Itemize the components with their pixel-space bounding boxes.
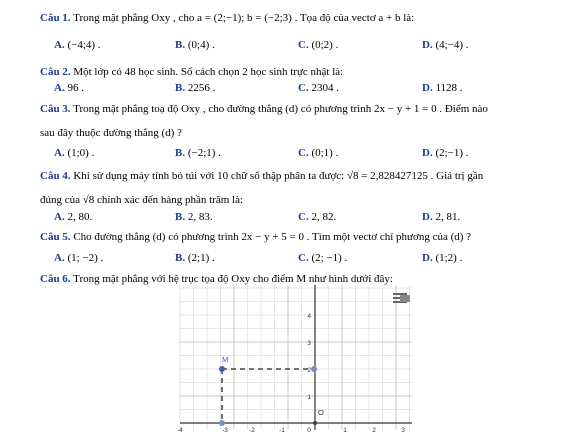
option-letter: C. (298, 147, 309, 159)
option-text: 2, 80. (67, 211, 93, 223)
option-text: (2;1) . (187, 252, 215, 264)
option-text: 2256 . (187, 82, 216, 94)
x-tick-label: 0 (307, 427, 311, 434)
option-text: 2, 83. (187, 211, 213, 223)
option-text: 2, 81. (435, 211, 461, 223)
question-4-label: Câu 4. (40, 170, 71, 182)
question-4-text-line1: Khi sử dụng máy tính bỏ túi với 10 chữ số thập phân ta được: √8 = 2,828427125 . Giá trị gần (73, 170, 484, 182)
option-text: (2; −1) . (311, 252, 348, 264)
question-3-text-line1: Trong mặt phẳng toạ độ Oxy , cho đường thẳng (d) có phương trình 2x − y + 1 = 0 . Điểm nào (73, 103, 488, 115)
option-letter: A. (54, 82, 65, 94)
option-letter: D. (422, 147, 433, 159)
option-letter: D. (422, 82, 433, 94)
option-text: (2;−1) . (435, 147, 469, 159)
question-2-label: Câu 2. (40, 66, 71, 78)
question-4-text-line2: đúng của √8 chính xác đến hàng phần trăm là: (40, 194, 244, 206)
origin-point (313, 421, 317, 425)
x-tick-label: -4 (177, 427, 183, 434)
question-5-text: Cho đường thẳng (d) có phương trình 2x − y + 5 = 0 . Tìm một vectơ chỉ phương của (d) ? (73, 231, 472, 243)
option-letter: D. (422, 39, 433, 51)
option-letter: C. (298, 39, 309, 51)
question-3-text-line2: sau đây thuộc đường thẳng (d) ? (40, 127, 182, 139)
point-m[interactable] (219, 366, 225, 372)
question-3-label: Câu 3. (40, 103, 71, 115)
x-tick-label: 1 (343, 427, 347, 434)
question-1-label: Câu 1. (40, 12, 71, 24)
option-text: (0;1) . (311, 147, 339, 159)
point-x-projection[interactable] (219, 420, 225, 426)
option-text: 1128 . (435, 82, 463, 94)
y-tick-label: 2 (307, 367, 311, 374)
question-6-text: Trong mặt phẳng với hệ trục tọa độ Oxy cho điểm M như hình dưới đây: (73, 273, 393, 285)
option-text: (−2;1) . (187, 147, 221, 159)
option-letter: D. (422, 211, 433, 223)
y-tick-label: 3 (307, 340, 311, 347)
option-letter: A. (54, 39, 65, 51)
y-tick-labels (307, 313, 311, 401)
option-text: (0;4) . (187, 39, 215, 51)
option-letter: A. (54, 147, 65, 159)
x-tick-label: 3 (401, 427, 405, 434)
option-letter: C. (298, 211, 309, 223)
option-text: (−4;4) . (67, 39, 101, 51)
question-5-label: Câu 5. (40, 231, 71, 243)
option-letter: B. (175, 252, 186, 264)
option-letter: A. (54, 211, 65, 223)
x-tick-label: -1 (279, 427, 285, 434)
option-letter: C. (298, 82, 309, 94)
point-y-projection[interactable] (311, 366, 317, 372)
option-text: 96 . (67, 82, 84, 94)
point-m-label: M (222, 355, 229, 364)
option-letter: B. (175, 147, 186, 159)
option-letter: B. (175, 39, 186, 51)
y-tick-label: 1 (307, 394, 311, 401)
x-tick-label: -3 (222, 427, 228, 434)
option-text: (0;2) . (311, 39, 339, 51)
option-text: (1;2) . (435, 252, 463, 264)
x-tick-labels (177, 427, 405, 434)
x-tick-label: 2 (372, 427, 376, 434)
option-letter: C. (298, 252, 309, 264)
option-letter: D. (422, 252, 433, 264)
question-6-label: Câu 6. (40, 273, 71, 285)
option-letter: B. (175, 211, 186, 223)
y-tick-label: 4 (307, 313, 311, 320)
option-text: (4;−4) . (435, 39, 469, 51)
option-text: 2304 . (311, 82, 339, 94)
graph-grid (180, 285, 412, 430)
origin-label: O (318, 408, 324, 417)
question-1-text: Trong mặt phẳng Oxy , cho a = (2;−1); b = (−2;3) . Tọa độ của vectơ a + b là: (73, 12, 415, 24)
question-2-text: Một lớp có 48 học sinh. Số cách chọn 2 học sinh trực nhật là: (73, 66, 344, 78)
option-text: (1;0) . (67, 147, 95, 159)
option-letter: B. (175, 82, 186, 94)
option-letter: A. (54, 252, 65, 264)
x-tick-label: -2 (249, 427, 255, 434)
geogebra-menu-icon[interactable] (393, 293, 410, 303)
option-text: 2, 82. (311, 211, 337, 223)
option-text: (1; −2) . (67, 252, 104, 264)
